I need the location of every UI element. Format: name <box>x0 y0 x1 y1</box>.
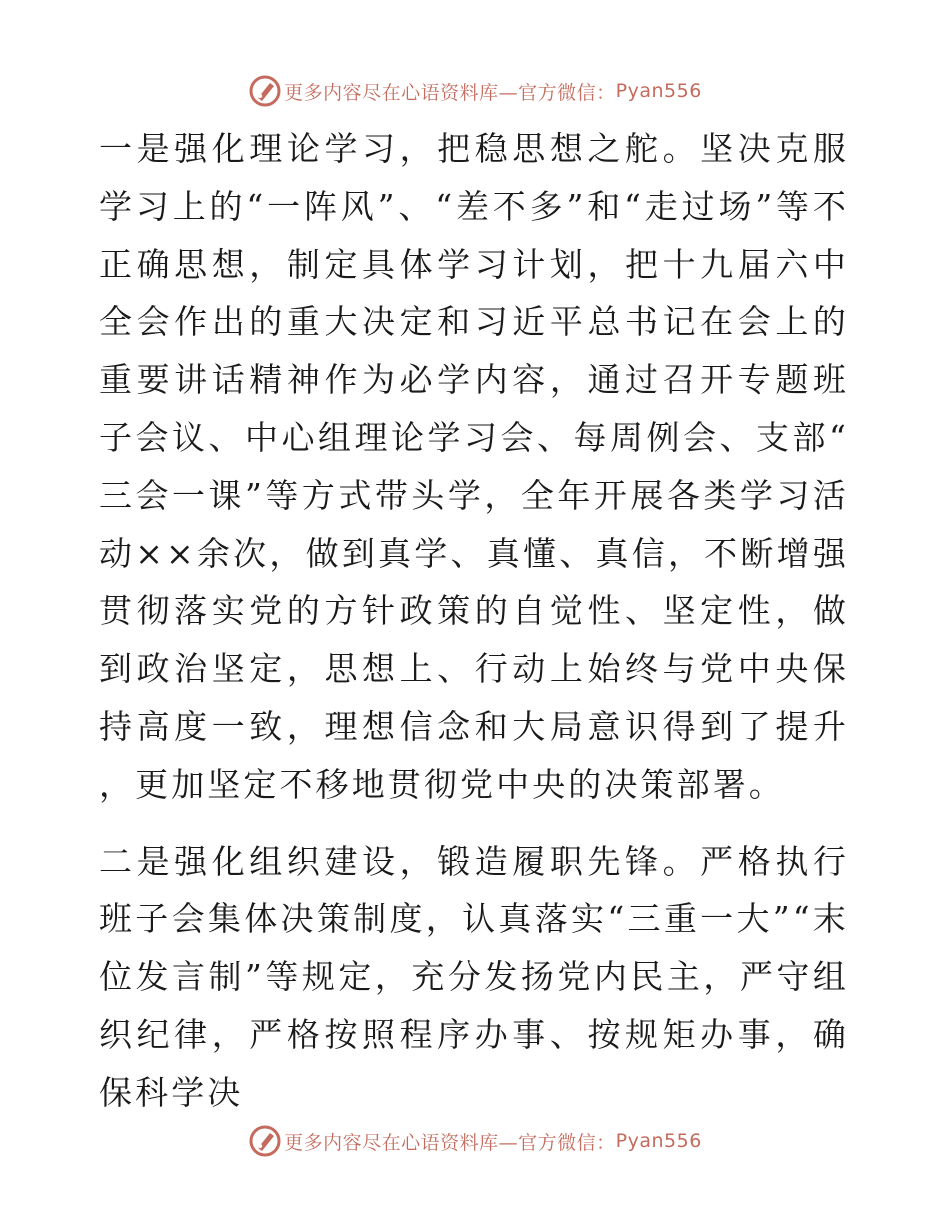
paragraph-organization-building: 二是强化组织建设，锻造履职先锋。严格执行班子会集体决策制度，认真落实“三重一大”“末位发言制”等规定，充分发扬党内民主，严守组织纪律，严格按照程序办事、按规矩办事，确保科学决 <box>99 841 849 1112</box>
pen-circle-logo-icon <box>248 1124 282 1158</box>
watermark-text: 更多内容尽在心语资料库—官方微信： <box>284 1131 616 1154</box>
watermark-text: 更多内容尽在心语资料库—官方微信： <box>284 81 616 104</box>
document-body <box>99 120 849 1122</box>
header-watermark <box>0 74 950 108</box>
paragraph-theory-study: 一是强化理论学习，把稳思想之舵。坚决克服学习上的“一阵风”、“差不多”和“走过场”等不正确思想，制定具体学习计划，把十九届六中全会作出的重大决定和习近平总书记在会上的重要讲话精神作为必学内容，通过召开专题班子会议、中心组理论学习会、每周例会、支部“三会一课”等方式带头学，全年开展各类学习活动××余次，做到真学、真懂、真信，不断增强贯彻落实党的方针政策的自觉性、坚定性，做到政治坚定，思想上、行动上始终与党中央保持高度一致，理想信念和大局意识得到了提升，更加坚定不移地贯彻党中央的决策部署。 <box>99 129 849 804</box>
pen-circle-logo-icon <box>248 74 282 108</box>
watermark-wechat-id: Pyan556 <box>615 1130 702 1152</box>
watermark-wechat-id: Pyan556 <box>615 80 702 102</box>
footer-watermark <box>0 1124 950 1158</box>
